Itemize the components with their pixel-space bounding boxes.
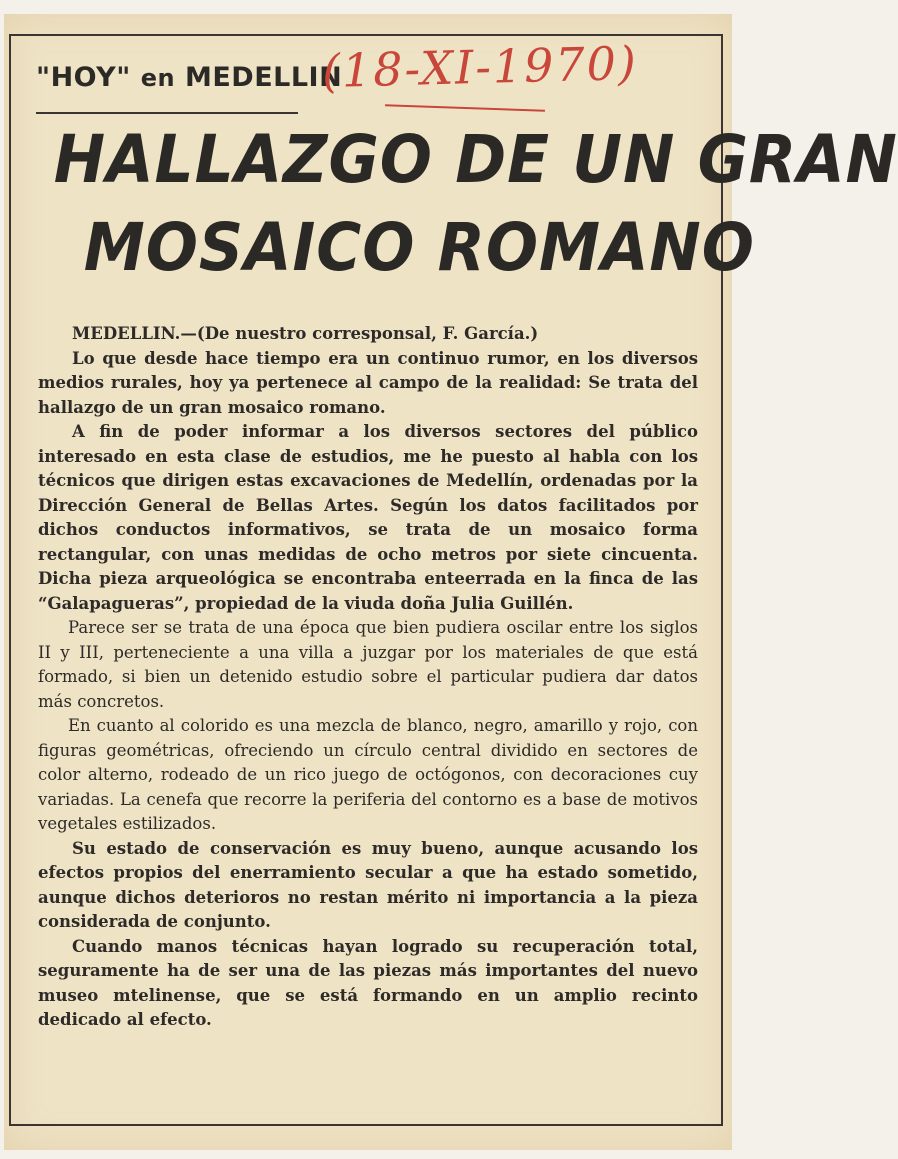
article-paragraph: Su estado de conservación es muy bueno, aunque acusando los efectos propios del enerramiento secular a que ha estado sometido, aunque dichos deterioros no restan mérito ni importancia a la pieza considerada de conjunto.: [38, 838, 698, 931]
kicker-place: MEDELLIN: [184, 62, 343, 93]
section-kicker: [36, 62, 342, 93]
article-dateline: MEDELLIN.—(De nuestro corresponsal, F. García.): [72, 324, 539, 343]
article-paragraph: Parece ser se trata de una época que bien pudiera oscilar entre los siglos II y III, perteneciente a una villa a juzgar por los materiales de que está formado, si bien un detenido estudio sobre el particular pudiera dar datos más concretos.: [38, 618, 698, 711]
article-paragraph: A fin de poder informar a los diversos sectores del público interesado en esta clase de estudios, me he puesto al habla con los técnicos que dirigen estas excavaciones de Medellín, ordenadas por la Dirección General de Bellas Artes. Según los datos facilitados por dichos conductos informativos, se trata de un mosaico forma rectangular, con unas medidas de ocho metros por siete cincuenta. Dicha pieza arqueológica se encontraba enteerrada en la finca de las “Galapagueras”, propiedad de la viuda doña Julia Guillén.: [38, 422, 698, 613]
article-paragraph: Lo que desde hace tiempo era un continuo rumor, en los diversos medios rurales, hoy ya pertenece al campo de la realidad: Se trata del hallazgo de un gran mosaico romano.: [38, 348, 698, 417]
headline-line-1: HALLAZGO DE UN GRAN: [53, 121, 898, 198]
article-paragraph: En cuanto al colorido es una mezcla de blanco, negro, amarillo y rojo, con figuras geométricas, ofreciendo un círculo central dividido en sectores de color alterno, rodeado de un rico juego de octógonos, con decoraciones cuy variadas. La cenefa que recorre la periferia del contorno es a base de motivos vegetales estilizados.: [38, 716, 698, 833]
kicker-prefix: "HOY": [36, 62, 131, 93]
article-paragraph: Cuando manos técnicas hayan logrado su recuperación total, seguramente ha de ser una de las piezas más importantes del nuevo museo mtelinense, que se está formando en un amplio recinto dedicado al efecto.: [38, 936, 698, 1029]
handwritten-date: (18-XI-1970): [321, 35, 639, 99]
kicker-middle: en: [140, 64, 176, 92]
headline-line-2: MOSAICO ROMANO: [83, 209, 755, 286]
kicker-underline: [36, 112, 298, 114]
article-body: [38, 322, 698, 1033]
